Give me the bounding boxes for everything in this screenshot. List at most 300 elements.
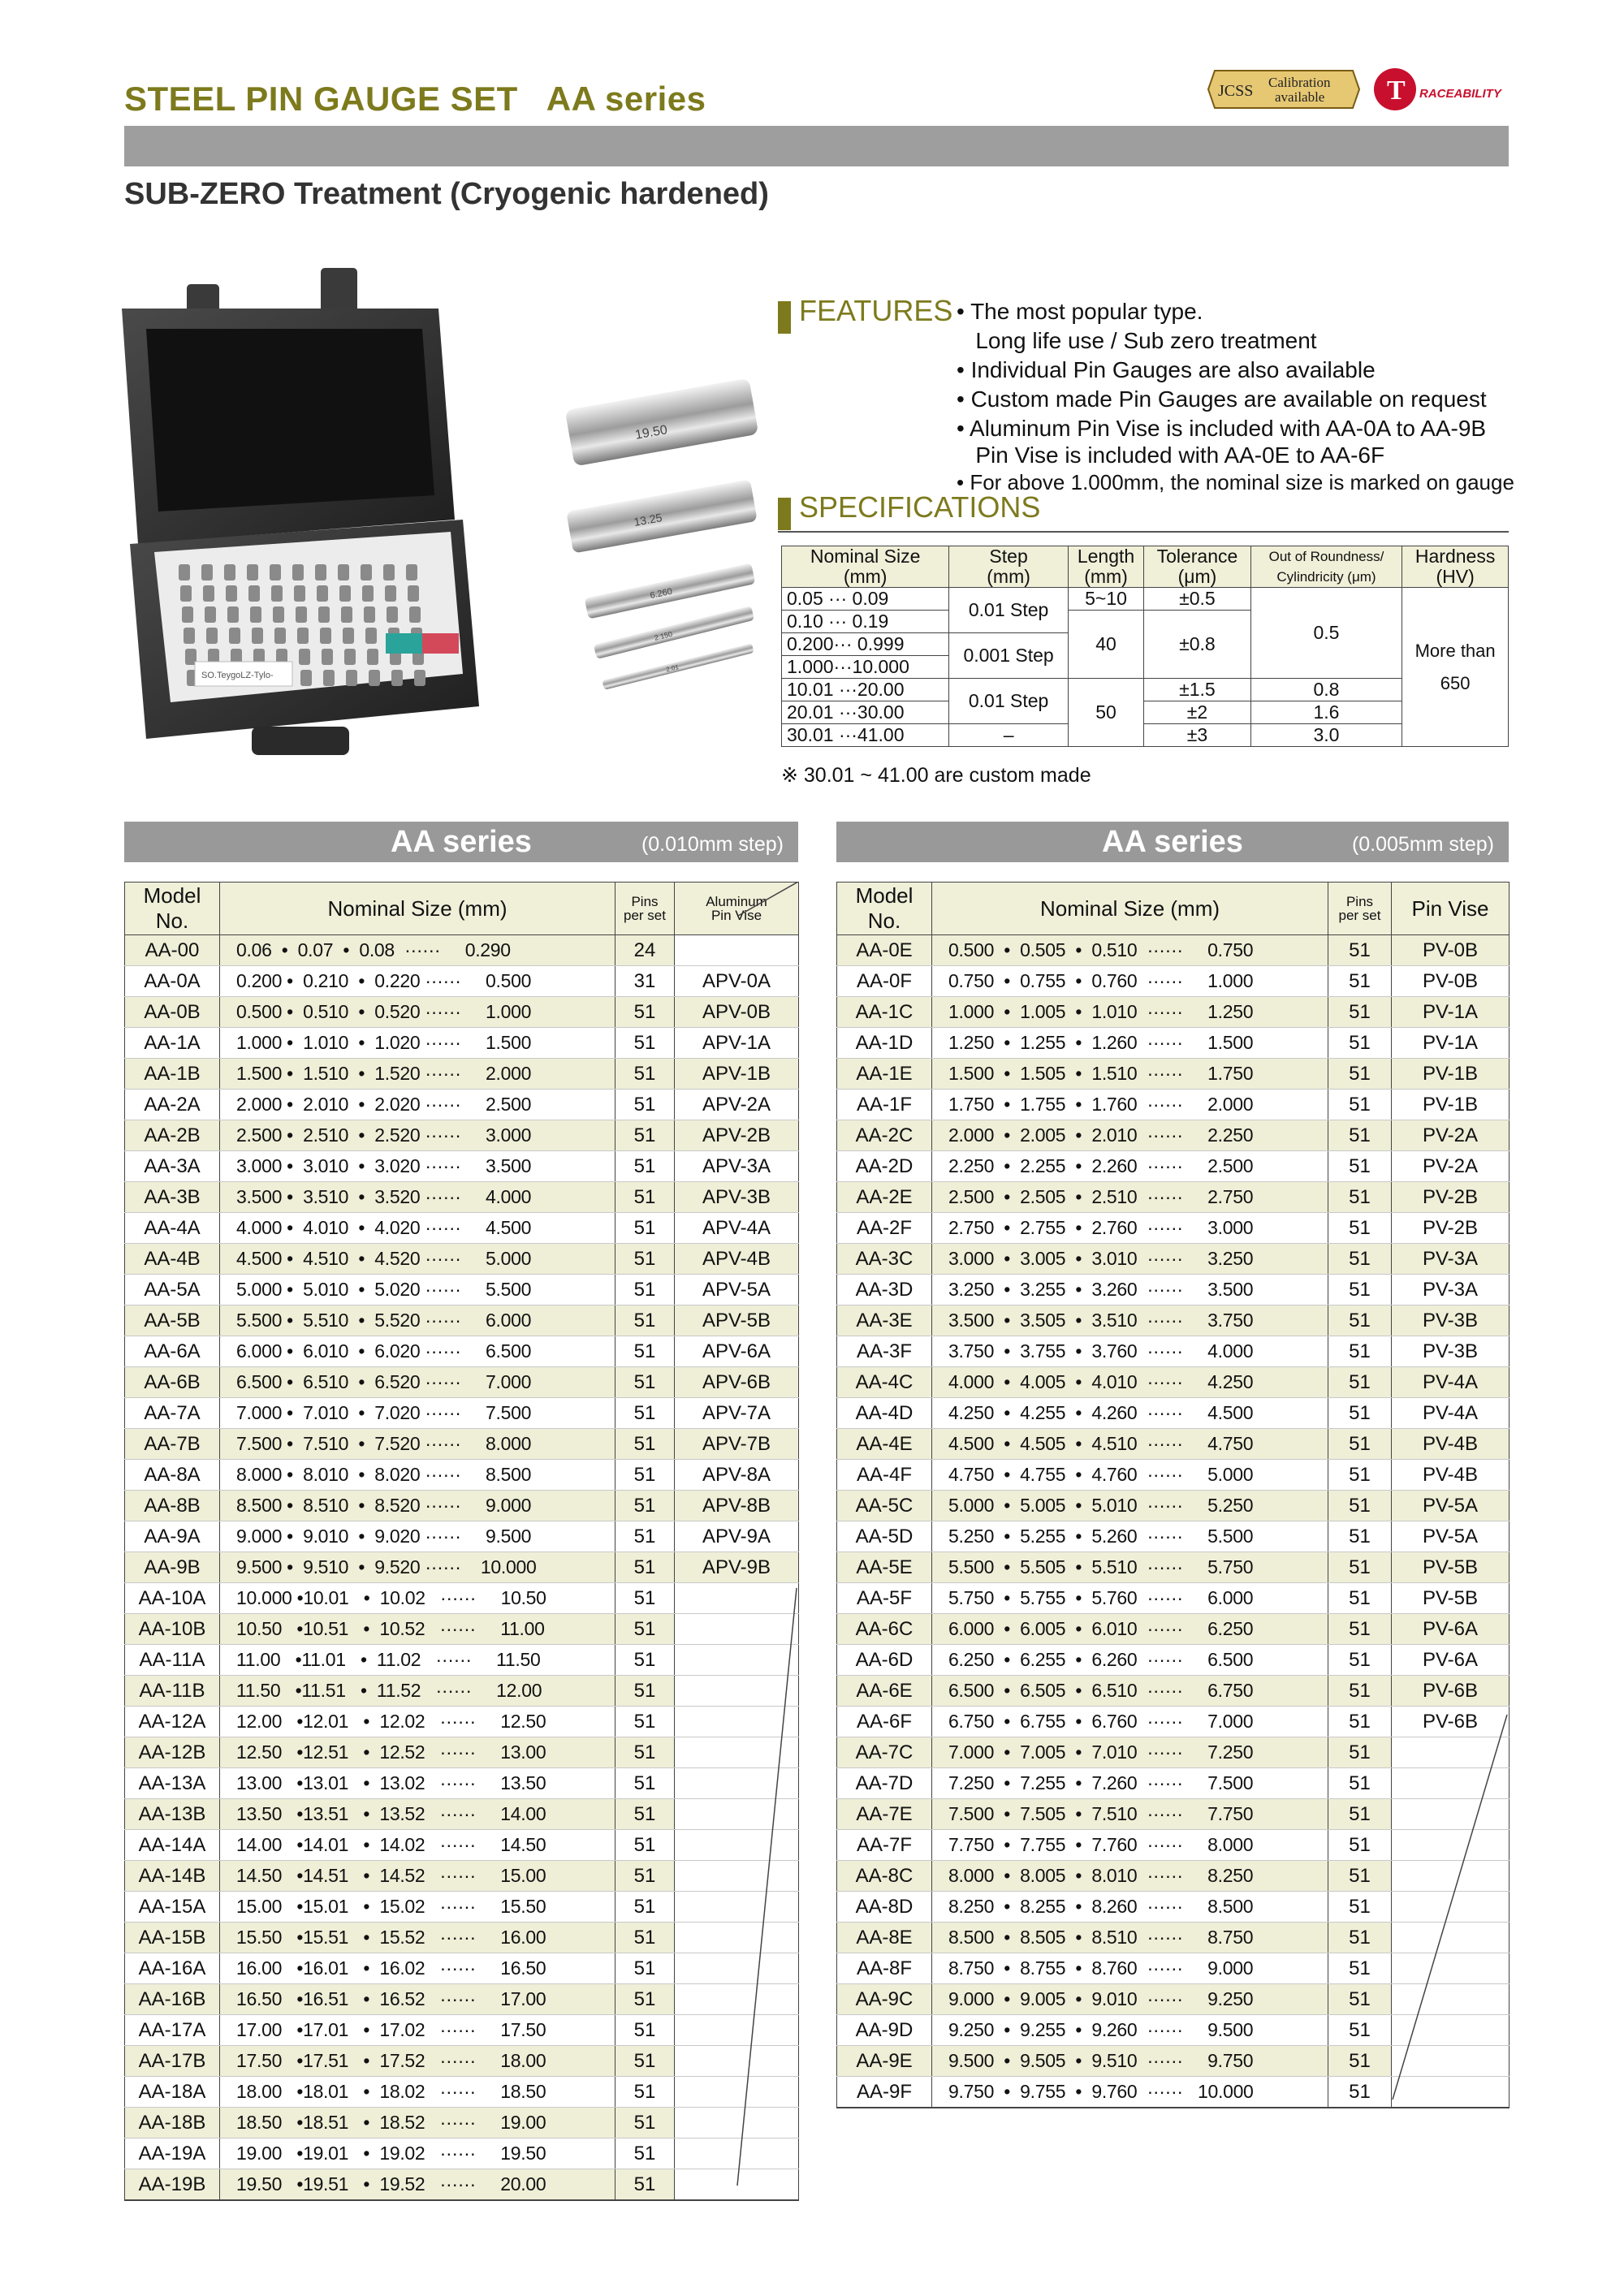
cell-pins: 51 [615,1552,675,1583]
case-pin [323,670,335,686]
feature-item: • Aluminum Pin Vise is included with AA-0A to AA-9B [957,416,1487,441]
cell-pins: 51 [1328,1861,1392,1892]
cell-size: 2.000 • 2.005 • 2.010 ······ 2.250 [932,1120,1328,1151]
cell-pins: 51 [1328,1213,1392,1244]
section-marker [778,301,791,334]
spec-nominal: 10.01 ···20.00 [782,679,949,701]
page-subtitle: SUB-ZERO Treatment (Cryogenic hardened) [124,177,769,211]
table-header-row [837,883,1510,935]
cell-pins: 51 [615,2015,675,2046]
cell-model: AA-17A [125,2015,220,2046]
cell-pins: 51 [1328,1182,1392,1213]
cell-vise: PV-2A [1392,1120,1510,1151]
spec-nominal: 1.000···10.000 [782,656,949,679]
case-pin [391,670,403,686]
cell-size: 0.200 • 0.210 • 0.220 ······ 0.500 [220,966,615,997]
blank-cell-slash [738,882,798,916]
cell-size: 19.00 •19.01 • 19.02 ······ 19.50 [220,2138,615,2169]
spec-col-step: Step (mm) [949,546,1069,588]
cell-size: 4.500 • 4.505 • 4.510 ······ 4.750 [932,1429,1328,1460]
cell-model: AA-16A [125,1953,220,1984]
cell-model: AA-2D [837,1151,932,1182]
cell-size: 0.06 • 0.07 • 0.08 ······ 0.290 [220,935,615,966]
case-pin [338,564,349,580]
cell-size: 3.500 • 3.510 • 3.520 ······ 4.000 [220,1182,615,1213]
case-pin [317,585,328,602]
table-row [125,1707,799,1737]
cell-model: AA-10A [125,1583,220,1614]
case-pin [184,628,195,644]
cell-size: 2.500 • 2.510 • 2.520 ······ 3.000 [220,1120,615,1151]
cell-size: 5.500 • 5.505 • 5.510 ······ 5.750 [932,1552,1328,1583]
cell-size: 7.000 • 7.010 • 7.020 ······ 7.500 [220,1398,615,1429]
cell-pins: 51 [1328,1923,1392,1953]
table-row [125,1244,799,1275]
cell-size: 8.750 • 8.755 • 8.760 ······ 9.000 [932,1953,1328,1984]
table-row [125,2015,799,2046]
cell-model: AA-4F [837,1460,932,1491]
table-row [837,1120,1510,1151]
table-row [125,2138,799,2169]
table-row [125,1923,799,1953]
cell-size: 7.500 • 7.510 • 7.520 ······ 8.000 [220,1429,615,1460]
case-pin [179,564,190,580]
table-row [837,1552,1510,1583]
cell-model: AA-8C [837,1861,932,1892]
table-row [125,1460,799,1491]
cell-pins: 51 [615,1429,675,1460]
cell-model: AA-4E [837,1429,932,1460]
specifications-rule [778,531,1509,533]
cell-pins: 51 [1328,1953,1392,1984]
cell-model: AA-9C [837,1984,932,2015]
cell-model: AA-14B [125,1861,220,1892]
cell-pins: 51 [615,1984,675,2015]
cell-vise: PV-3B [1392,1306,1510,1336]
table-row [837,1460,1510,1491]
case-pin [320,628,331,644]
cell-size: 8.000 • 8.010 • 8.020 ······ 8.500 [220,1460,615,1491]
spec-tolerance: ±0.8 [1144,611,1251,679]
spec-length: 50 [1068,679,1143,747]
cell-model: AA-18A [125,2077,220,2108]
case-pin [344,649,356,665]
cell-vise: PV-6A [1392,1645,1510,1676]
cell-vise: PV-2A [1392,1151,1510,1182]
page-title: STEEL PIN GAUGE SET AA series [124,80,706,118]
cell-vise: PV-4B [1392,1460,1510,1491]
cell-size: 0.750 • 0.755 • 0.760 ······ 1.000 [932,966,1328,997]
cell-pins: 51 [615,1583,675,1614]
cell-vise: APV-9A [675,1521,799,1552]
product-photo [114,252,780,779]
cell-size: 7.000 • 7.005 • 7.010 ······ 7.250 [932,1737,1328,1768]
cell-vise: PV-2B [1392,1182,1510,1213]
cell-pins: 51 [615,1090,675,1120]
title-bar [124,126,1509,166]
cell-vise: PV-0B [1392,935,1510,966]
table-row [837,1583,1510,1614]
table-row [125,1521,799,1552]
col-pins: Pins per set [1328,883,1392,935]
cell-pins: 51 [615,1676,675,1707]
cell-model: AA-5A [125,1275,220,1306]
cell-size: 4.500 • 4.510 • 4.520 ······ 5.000 [220,1244,615,1275]
cell-pins: 51 [1328,966,1392,997]
case-pin [406,564,417,580]
cell-model: AA-1A [125,1028,220,1059]
cell-pins: 51 [1328,1090,1392,1120]
cell-size: 2.500 • 2.505 • 2.510 ······ 2.750 [932,1182,1328,1213]
cell-size: 3.000 • 3.010 • 3.020 ······ 3.500 [220,1151,615,1182]
cell-model: AA-00 [125,935,220,966]
right-table-header [836,822,1509,862]
cell-size: 6.500 • 6.505 • 6.510 ······ 6.750 [932,1676,1328,1707]
spec-col-nominal: Nominal Size (mm) [782,546,949,588]
features-list [957,297,1514,497]
cell-pins: 51 [615,1059,675,1090]
cell-size: 0.500 • 0.505 • 0.510 ······ 0.750 [932,935,1328,966]
cell-size: 5.250 • 5.255 • 5.260 ······ 5.500 [932,1521,1328,1552]
table-row [837,1491,1510,1521]
cell-size: 7.250 • 7.255 • 7.260 ······ 7.500 [932,1768,1328,1799]
cell-vise: PV-5B [1392,1552,1510,1583]
cell-size: 4.250 • 4.255 • 4.260 ······ 4.500 [932,1398,1328,1429]
table-row [125,1645,799,1676]
cell-size: 15.00 •15.01 • 15.02 ······ 15.50 [220,1892,615,1923]
cell-size: 1.250 • 1.255 • 1.260 ······ 1.500 [932,1028,1328,1059]
cell-size: 4.750 • 4.755 • 4.760 ······ 5.000 [932,1460,1328,1491]
cell-size: 7.500 • 7.505 • 7.510 ······ 7.750 [932,1799,1328,1830]
cell-size: 16.50 •16.51 • 16.52 ······ 17.00 [220,1984,615,2015]
case-pin [205,606,216,623]
cell-model: AA-7B [125,1429,220,1460]
table-row [125,1892,799,1923]
cell-pins: 51 [615,1367,675,1398]
cell-pins: 24 [615,935,675,966]
feature-item: Pin Vise is included with AA-0E to AA-6F [957,442,1385,468]
cell-size: 5.000 • 5.010 • 5.020 ······ 5.500 [220,1275,615,1306]
table-row [125,1275,799,1306]
section-marker [778,498,791,530]
case-pin [203,585,214,602]
case-pin [229,628,240,644]
left-table-header [124,822,798,862]
cell-size: 1.500 • 1.505 • 1.510 ······ 1.750 [932,1059,1328,1090]
cell-vise: PV-5B [1392,1583,1510,1614]
cell-model: AA-4C [837,1367,932,1398]
case-pin [408,585,419,602]
case-pin [409,606,421,623]
cell-size: 2.250 • 2.255 • 2.260 ······ 2.500 [932,1151,1328,1182]
cell-pins: 51 [615,1645,675,1676]
pin-label-2: 13.25 [633,511,663,529]
cell-model: AA-2B [125,1120,220,1151]
cell-pins: 51 [1328,1830,1392,1861]
cell-size: 9.750 • 9.755 • 9.760 ······ 10.000 [932,2077,1328,2108]
right-table-step: (0.005mm step) [1351,833,1494,856]
cell-size: 4.000 • 4.005 • 4.010 ······ 4.250 [932,1367,1328,1398]
cell-vise [675,935,799,966]
feature-item: Long life use / Sub zero treatment [957,328,1317,353]
cell-size: 4.000 • 4.010 • 4.020 ······ 4.500 [220,1213,615,1244]
cell-pins: 51 [615,1460,675,1491]
table-row [125,1090,799,1120]
cell-vise: APV-3B [675,1182,799,1213]
cell-size: 18.00 •18.01 • 18.02 ······ 18.50 [220,2077,615,2108]
spec-roundness: 1.6 [1250,701,1402,724]
col-model: Model No. [837,883,932,935]
cell-vise: PV-3A [1392,1244,1510,1275]
col-vise: Pin Vise [1392,883,1510,935]
cell-pins: 51 [615,1244,675,1275]
cell-model: AA-4B [125,1244,220,1275]
cell-pins: 51 [615,1028,675,1059]
table-row [837,1213,1510,1244]
case-pin [299,649,310,665]
cell-size: 18.50 •18.51 • 18.52 ······ 19.00 [220,2108,615,2138]
cell-pins: 51 [615,1861,675,1892]
cell-model: AA-14A [125,1830,220,1861]
spec-roundness: 0.5 [1250,588,1402,679]
table-row [125,1799,799,1830]
cell-model: AA-9E [837,2046,932,2077]
trace-letter: T [1387,76,1406,106]
cell-pins: 51 [1328,1059,1392,1090]
case-pin [273,606,284,623]
cell-size: 1.000 • 1.010 • 1.020 ······ 1.500 [220,1028,615,1059]
cell-model: AA-8D [837,1892,932,1923]
cell-pins: 51 [1328,1583,1392,1614]
cell-pins: 51 [615,2046,675,2077]
cell-model: AA-7D [837,1768,932,1799]
cell-model: AA-7F [837,1830,932,1861]
cell-pins: 51 [615,1737,675,1768]
cell-vise: PV-1A [1392,997,1510,1028]
cell-model: AA-1F [837,1090,932,1120]
cell-model: AA-5C [837,1491,932,1521]
cell-vise: PV-1B [1392,1090,1510,1120]
traceability-badge [1372,67,1510,112]
table-row [125,1491,799,1521]
table-row [125,1737,799,1768]
specifications-heading [778,490,1040,530]
feature-item: • For above 1.000mm, the nominal size is marked on gauge [957,470,1514,494]
cell-size: 13.50 •13.51 • 13.52 ······ 14.00 [220,1799,615,1830]
cell-size: 14.00 •14.01 • 14.02 ······ 14.50 [220,1830,615,1861]
cell-model: AA-4A [125,1213,220,1244]
cell-size: 10.000 •10.01 • 10.02 ······ 10.50 [220,1583,615,1614]
cell-size: 13.00 •13.01 • 13.02 ······ 13.50 [220,1768,615,1799]
case-pin [414,670,425,686]
cell-pins: 51 [1328,1244,1392,1275]
cell-model: AA-9D [837,2015,932,2046]
cell-size: 1.500 • 1.510 • 1.520 ······ 2.000 [220,1059,615,1090]
table-row [125,1028,799,1059]
feature-item: • Custom made Pin Gauges are available on request [957,386,1487,412]
spec-nominal: 0.200··· 0.999 [782,633,949,656]
cell-vise: PV-6B [1392,1707,1510,1737]
cell-pins: 51 [1328,1737,1392,1768]
cell-vise: APV-1A [675,1028,799,1059]
cell-pins: 51 [1328,2077,1392,2108]
cell-vise: APV-0A [675,966,799,997]
cell-vise: PV-0B [1392,966,1510,997]
cell-model: AA-5B [125,1306,220,1336]
table-row [125,935,799,966]
cell-pins: 51 [615,997,675,1028]
cell-vise: APV-8A [675,1460,799,1491]
badge-jcss-text: JCSS [1218,82,1254,100]
spec-row [782,588,1509,611]
pin-label-3: 6.260 [649,586,673,602]
cell-size: 17.50 •17.51 • 17.52 ······ 18.00 [220,2046,615,2077]
cell-vise: APV-4A [675,1213,799,1244]
spec-row [782,724,1509,747]
case-pin [201,564,213,580]
case-pin [296,606,307,623]
cell-model: AA-0E [837,935,932,966]
cell-size: 11.00 •11.01 • 11.02 ······ 11.50 [220,1645,615,1676]
cell-pins: 51 [1328,1398,1392,1429]
case-pin [343,628,354,644]
cell-pins: 51 [1328,2046,1392,2077]
cell-vise: PV-4A [1392,1367,1510,1398]
table-row [837,1521,1510,1552]
cell-model: AA-7C [837,1737,932,1768]
case-pin [339,585,351,602]
case-pin [297,628,309,644]
cell-pins: 51 [1328,1275,1392,1306]
left-table-step: (0.010mm step) [641,833,784,856]
table-row [837,1028,1510,1059]
features-heading [778,294,952,334]
cell-size: 8.500 • 8.510 • 8.520 ······ 9.000 [220,1491,615,1521]
cell-model: AA-3F [837,1336,932,1367]
spec-step: 0.01 Step [949,679,1069,724]
cell-model: AA-3B [125,1182,220,1213]
cell-model: AA-15A [125,1892,220,1923]
cell-model: AA-18B [125,2108,220,2138]
case-pin [247,564,258,580]
cell-model: AA-3C [837,1244,932,1275]
cell-pins: 51 [1328,1028,1392,1059]
feature-item: • Individual Pin Gauges are also available [957,357,1376,382]
cell-vise: APV-5A [675,1275,799,1306]
cell-model: AA-10B [125,1614,220,1645]
cell-size: 5.750 • 5.755 • 5.760 ······ 6.000 [932,1583,1328,1614]
table-row [837,1306,1510,1336]
cell-size: 6.000 • 6.005 • 6.010 ······ 6.250 [932,1614,1328,1645]
cell-vise: APV-0B [675,997,799,1028]
case-pin [206,628,218,644]
cell-size: 5.000 • 5.005 • 5.010 ······ 5.250 [932,1491,1328,1521]
case-pin [364,606,375,623]
cell-vise: PV-3B [1392,1336,1510,1367]
cell-size: 9.000 • 9.005 • 9.010 ······ 9.250 [932,1984,1328,2015]
right-table-title: AA series [1102,825,1243,859]
cell-size: 12.50 •12.51 • 12.52 ······ 13.00 [220,1737,615,1768]
cell-size: 9.250 • 9.255 • 9.260 ······ 9.500 [932,2015,1328,2046]
cell-size: 3.500 • 3.505 • 3.510 ······ 3.750 [932,1306,1328,1336]
cell-size: 17.00 •17.01 • 17.02 ······ 17.50 [220,2015,615,2046]
cell-model: AA-9F [837,2077,932,2108]
case-pin [226,585,237,602]
cell-vise: PV-5A [1392,1491,1510,1521]
blank-area-slash [736,1586,798,2187]
cell-model: AA-7A [125,1398,220,1429]
cell-pins: 51 [615,1953,675,1984]
col-pins: Pins per set [615,883,675,935]
table-row [125,1367,799,1398]
trace-text: RACEABILITY [1419,87,1501,101]
case-pin [315,564,326,580]
table-row [837,1059,1510,1090]
case-pin [300,670,312,686]
table-row [125,997,799,1028]
case-pin [369,670,380,686]
cell-pins: 51 [1328,1552,1392,1583]
left-pin-table [124,882,799,2201]
badge-available-text: available [1275,89,1325,105]
left-table-title: AA series [391,825,532,859]
table-row [125,1614,799,1645]
cell-model: AA-2E [837,1182,932,1213]
cell-model: AA-1D [837,1028,932,1059]
cell-pins: 51 [1328,1614,1392,1645]
cell-pins: 51 [1328,935,1392,966]
spec-nominal: 20.01 ···30.00 [782,701,949,724]
pin-label-4: 2.150 [653,629,674,642]
cell-model: AA-2F [837,1213,932,1244]
table-row [837,1151,1510,1182]
case-pin [274,628,286,644]
cell-pins: 51 [615,1830,675,1861]
table-row [125,2169,799,2201]
table-row [837,935,1510,966]
cell-vise: APV-2B [675,1120,799,1151]
cell-model: AA-8B [125,1491,220,1521]
cell-pins: 51 [615,2138,675,2169]
cell-size: 3.750 • 3.755 • 3.760 ······ 4.000 [932,1336,1328,1367]
table-row [837,997,1510,1028]
spec-step: 0.01 Step [949,588,1069,633]
spec-hardness: More than 650 [1402,588,1509,747]
col-model: Model No. [125,883,220,935]
cell-pins: 51 [615,1213,675,1244]
case-pin [318,606,330,623]
case-pin [250,606,261,623]
feature-item: • The most popular type. [957,299,1203,324]
cell-model: AA-11B [125,1676,220,1707]
table-row [125,1398,799,1429]
cell-pins: 51 [1328,1707,1392,1737]
table-row [125,966,799,997]
col-vise: Aluminum Pin Vise [675,883,799,935]
cell-size: 8.500 • 8.505 • 8.510 ······ 8.750 [932,1923,1328,1953]
case-pin [180,585,192,602]
cell-vise: PV-6A [1392,1614,1510,1645]
cell-size: 1.000 • 1.005 • 1.010 ······ 1.250 [932,997,1328,1028]
table-row [837,1645,1510,1676]
table-row [837,1182,1510,1213]
cell-size: 14.50 •14.51 • 14.52 ······ 15.00 [220,1861,615,1892]
table-row [125,2108,799,2138]
table-row [125,1984,799,2015]
cell-pins: 51 [1328,1892,1392,1923]
cell-pins: 51 [615,1275,675,1306]
table-row [125,1830,799,1861]
